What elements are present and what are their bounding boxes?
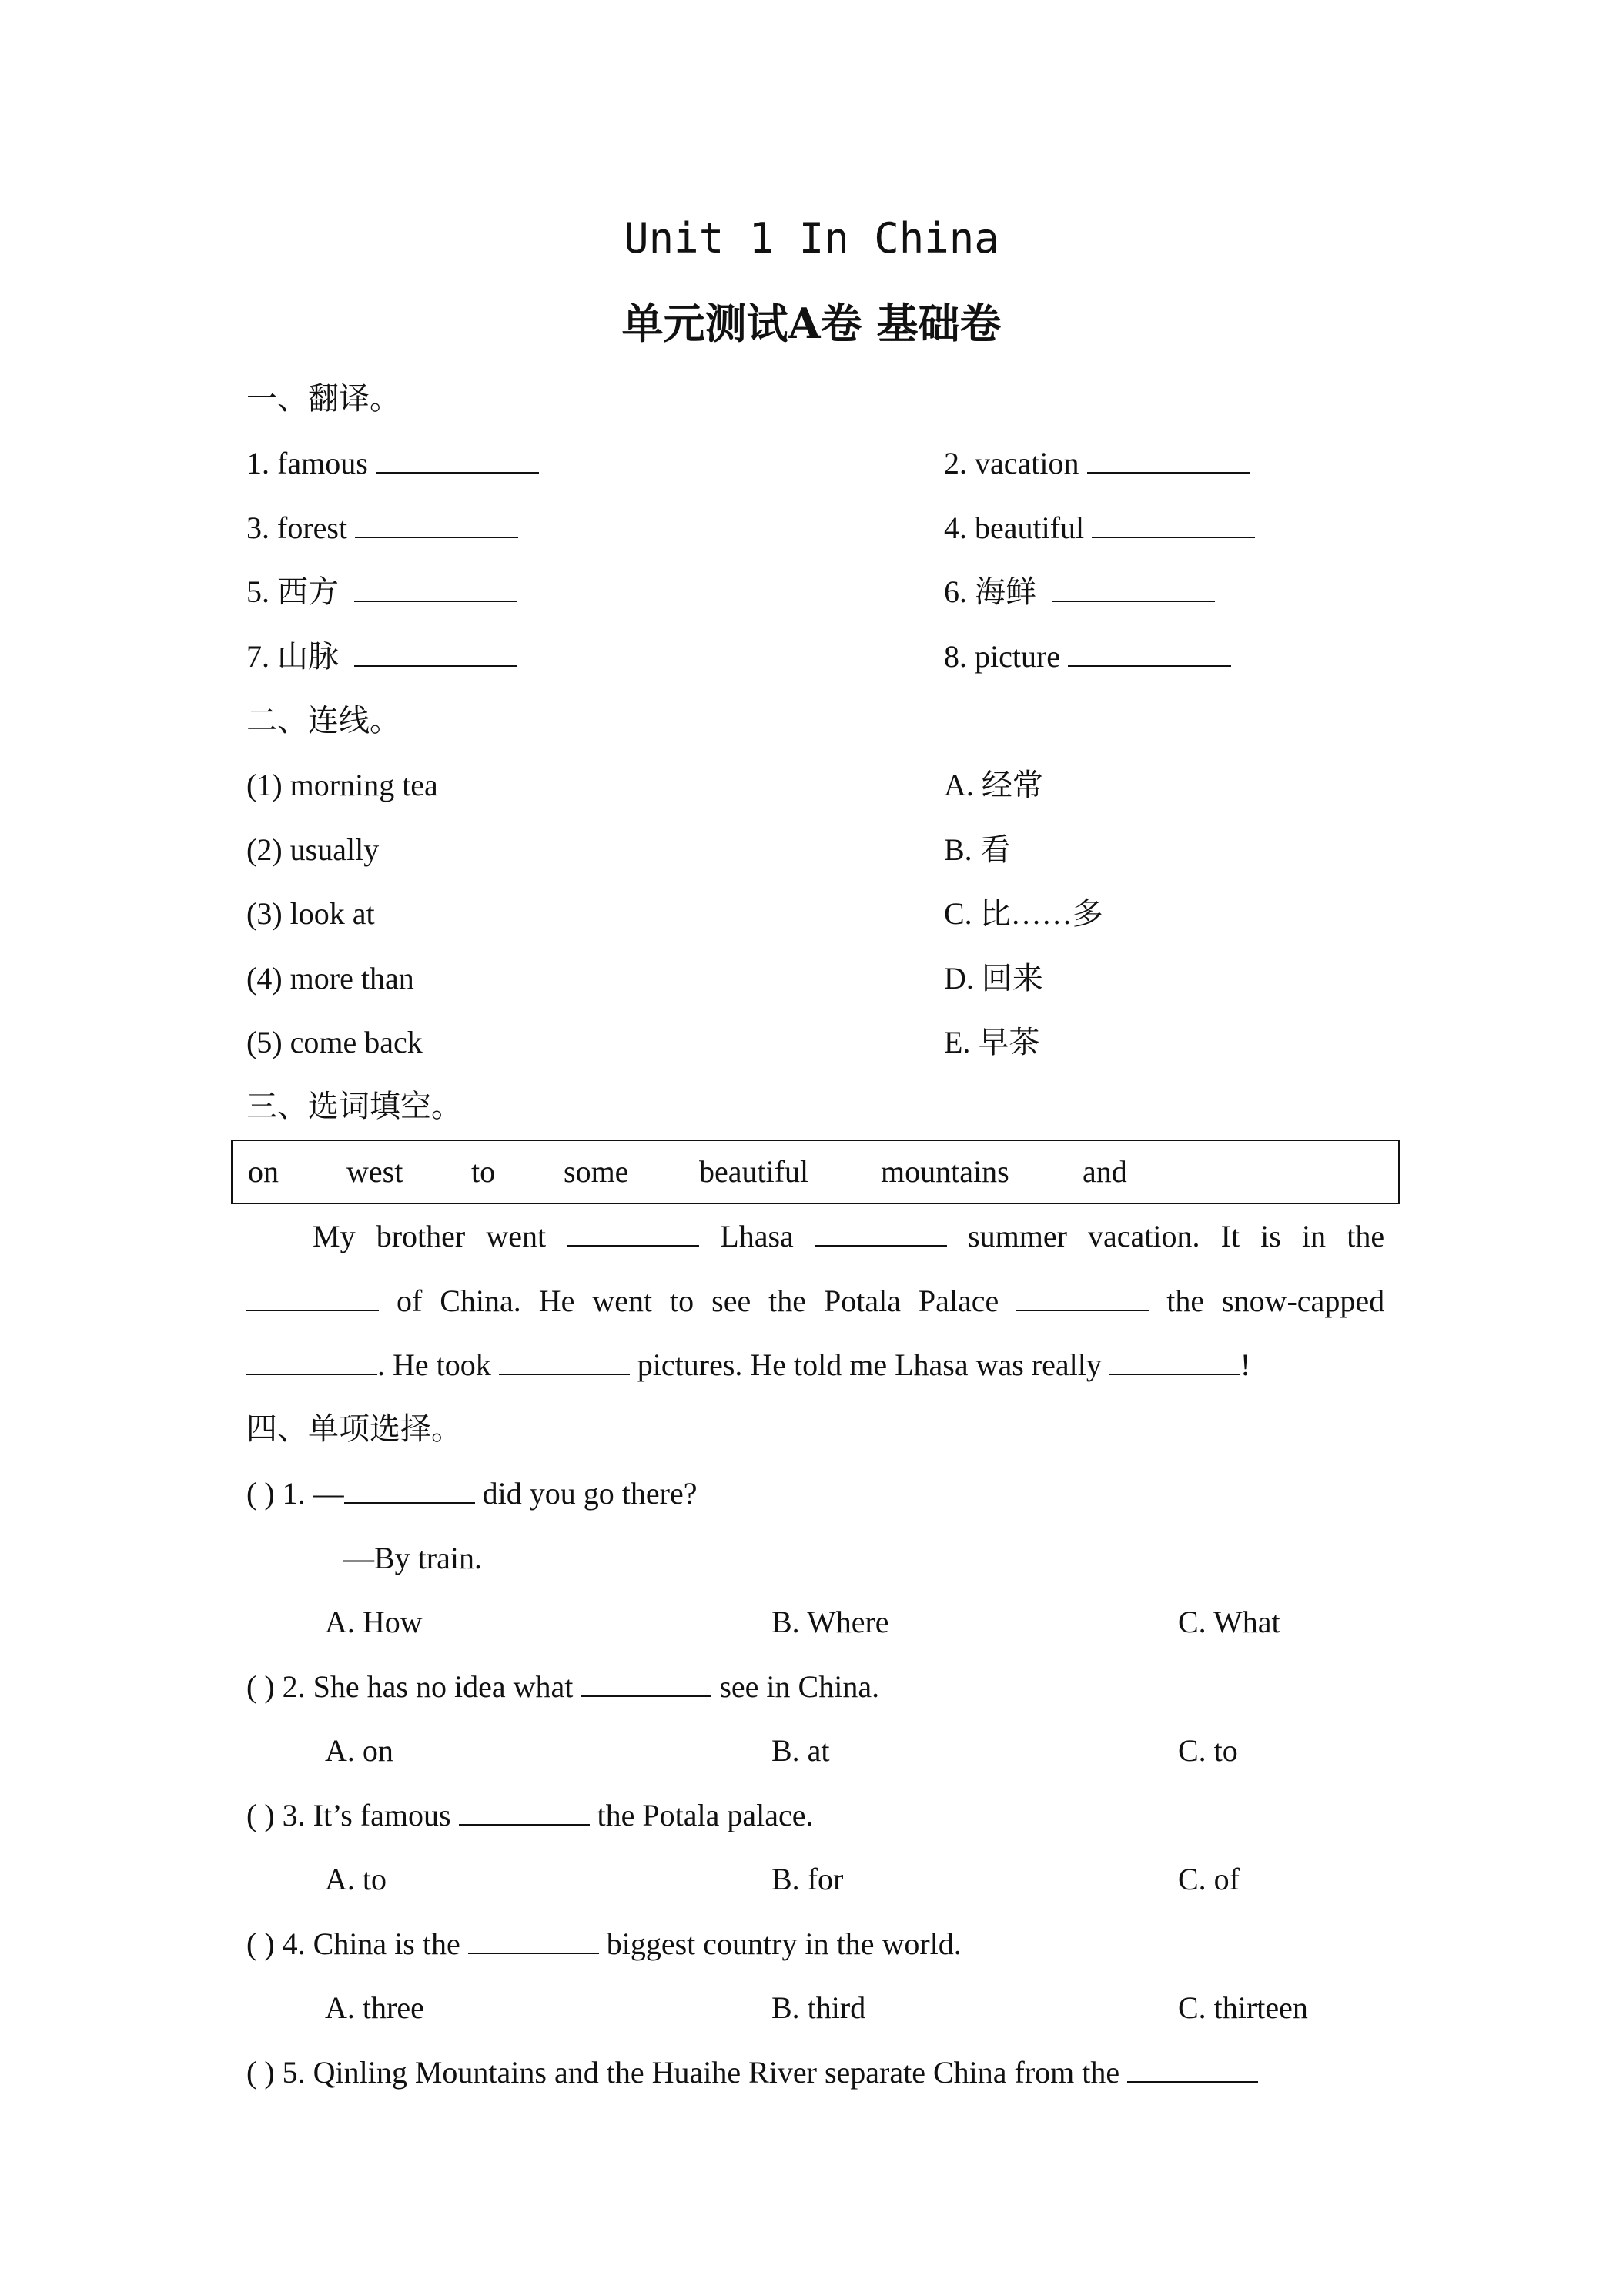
match-right-item[interactable]: D. 回来: [944, 961, 1043, 996]
option-c[interactable]: C. to: [1178, 1733, 1238, 1768]
option-b[interactable]: B. third: [771, 1990, 866, 2025]
question-5: ( ) 5. Qinling Mountains and the Huaihe River separate China from the: [246, 2054, 1258, 2091]
question-4: ( ) 4. China is the biggest country in the world.: [246, 1926, 962, 1961]
passage-blank[interactable]: [246, 1285, 379, 1311]
answer-blank[interactable]: [1052, 576, 1215, 602]
section-heading-multiple-choice: 四、单项选择。: [246, 1411, 462, 1446]
section-heading-translate: 一、翻译。: [246, 381, 400, 416]
match-right-item[interactable]: E. 早茶: [944, 1025, 1040, 1059]
word-bank-item: on: [248, 1154, 279, 1189]
translate-item: 8. picture: [944, 638, 1231, 675]
answer-blank[interactable]: [355, 512, 518, 538]
word-bank-item: some: [564, 1154, 629, 1189]
answer-blank[interactable]: [1092, 512, 1255, 538]
option-a[interactable]: A. How: [325, 1605, 423, 1639]
translate-item: 1. famous: [246, 445, 539, 482]
translate-item: 7. 山脉: [246, 638, 517, 675]
passage-blank[interactable]: [1016, 1285, 1149, 1311]
word-bank-item: and: [1083, 1154, 1127, 1189]
translate-item: 5. 西方: [246, 574, 517, 611]
question-1-answer-line: —By train.: [343, 1541, 482, 1575]
section-heading-matching: 二、连线。: [246, 703, 400, 738]
passage-blank[interactable]: [567, 1220, 699, 1247]
question-blank[interactable]: [581, 1671, 711, 1697]
option-a[interactable]: A. three: [325, 1990, 424, 2025]
translate-item: 2. vacation: [944, 445, 1250, 482]
passage-line: . He took pictures. He told me Lhasa was really !: [246, 1347, 1250, 1384]
answer-blank[interactable]: [1087, 447, 1250, 474]
option-a[interactable]: A. to: [325, 1862, 387, 1896]
word-bank-item: beautiful: [699, 1154, 809, 1189]
answer-blank[interactable]: [354, 576, 517, 602]
passage-blank[interactable]: [815, 1220, 947, 1247]
question-blank[interactable]: [1127, 2057, 1258, 2083]
match-left-item[interactable]: (5) come back: [246, 1025, 423, 1059]
option-b[interactable]: B. for: [771, 1862, 844, 1896]
match-left-item[interactable]: (1) morning tea: [246, 768, 438, 802]
section-heading-fill-blanks: 三、选词填空。: [246, 1089, 462, 1123]
word-bank-item: west: [346, 1154, 403, 1189]
translate-item: 3. forest: [246, 510, 518, 547]
question-3: ( ) 3. It’s famous the Potala palace.: [246, 1798, 814, 1832]
passage-blank[interactable]: [246, 1349, 377, 1375]
match-right-item[interactable]: B. 看: [944, 832, 1011, 867]
option-c[interactable]: C. thirteen: [1178, 1990, 1308, 2025]
answer-blank[interactable]: [354, 641, 517, 667]
question-blank[interactable]: [344, 1478, 475, 1504]
match-left-item[interactable]: (3) look at: [246, 896, 375, 931]
match-right-item[interactable]: A. 经常: [944, 768, 1043, 802]
option-b[interactable]: B. at: [771, 1733, 830, 1768]
match-right-item[interactable]: C. 比……多: [944, 896, 1103, 931]
word-bank-item: mountains: [881, 1154, 1009, 1189]
option-c[interactable]: C. of: [1178, 1862, 1240, 1896]
question-blank[interactable]: [468, 1928, 599, 1954]
page-subtitle: 单元测试A卷 基础卷: [621, 299, 1002, 348]
passage-line: of China. He went to see the Potala Palace the snow-capped: [246, 1283, 1384, 1320]
match-left-item[interactable]: (2) usually: [246, 832, 380, 867]
word-bank-item: to: [471, 1154, 496, 1189]
passage-blank[interactable]: [1109, 1349, 1240, 1375]
option-a[interactable]: A. on: [325, 1733, 393, 1768]
page-title: Unit 1 In China: [624, 214, 999, 263]
answer-blank[interactable]: [1068, 641, 1231, 667]
question-2: ( ) 2. She has no idea what see in China.: [246, 1669, 880, 1704]
option-b[interactable]: B. Where: [771, 1605, 889, 1639]
passage-blank[interactable]: [499, 1349, 630, 1375]
question-1: ( ) 1. — did you go there?: [246, 1476, 698, 1511]
match-left-item[interactable]: (4) more than: [246, 961, 414, 996]
answer-blank[interactable]: [376, 447, 539, 474]
option-c[interactable]: C. What: [1178, 1605, 1280, 1639]
translate-item: 4. beautiful: [944, 510, 1255, 547]
word-bank-box: [231, 1140, 1400, 1204]
passage-line: My brother went Lhasa summer vacation. It is in the: [313, 1219, 1385, 1253]
question-blank[interactable]: [459, 1799, 590, 1826]
translate-item: 6. 海鲜: [944, 574, 1215, 611]
